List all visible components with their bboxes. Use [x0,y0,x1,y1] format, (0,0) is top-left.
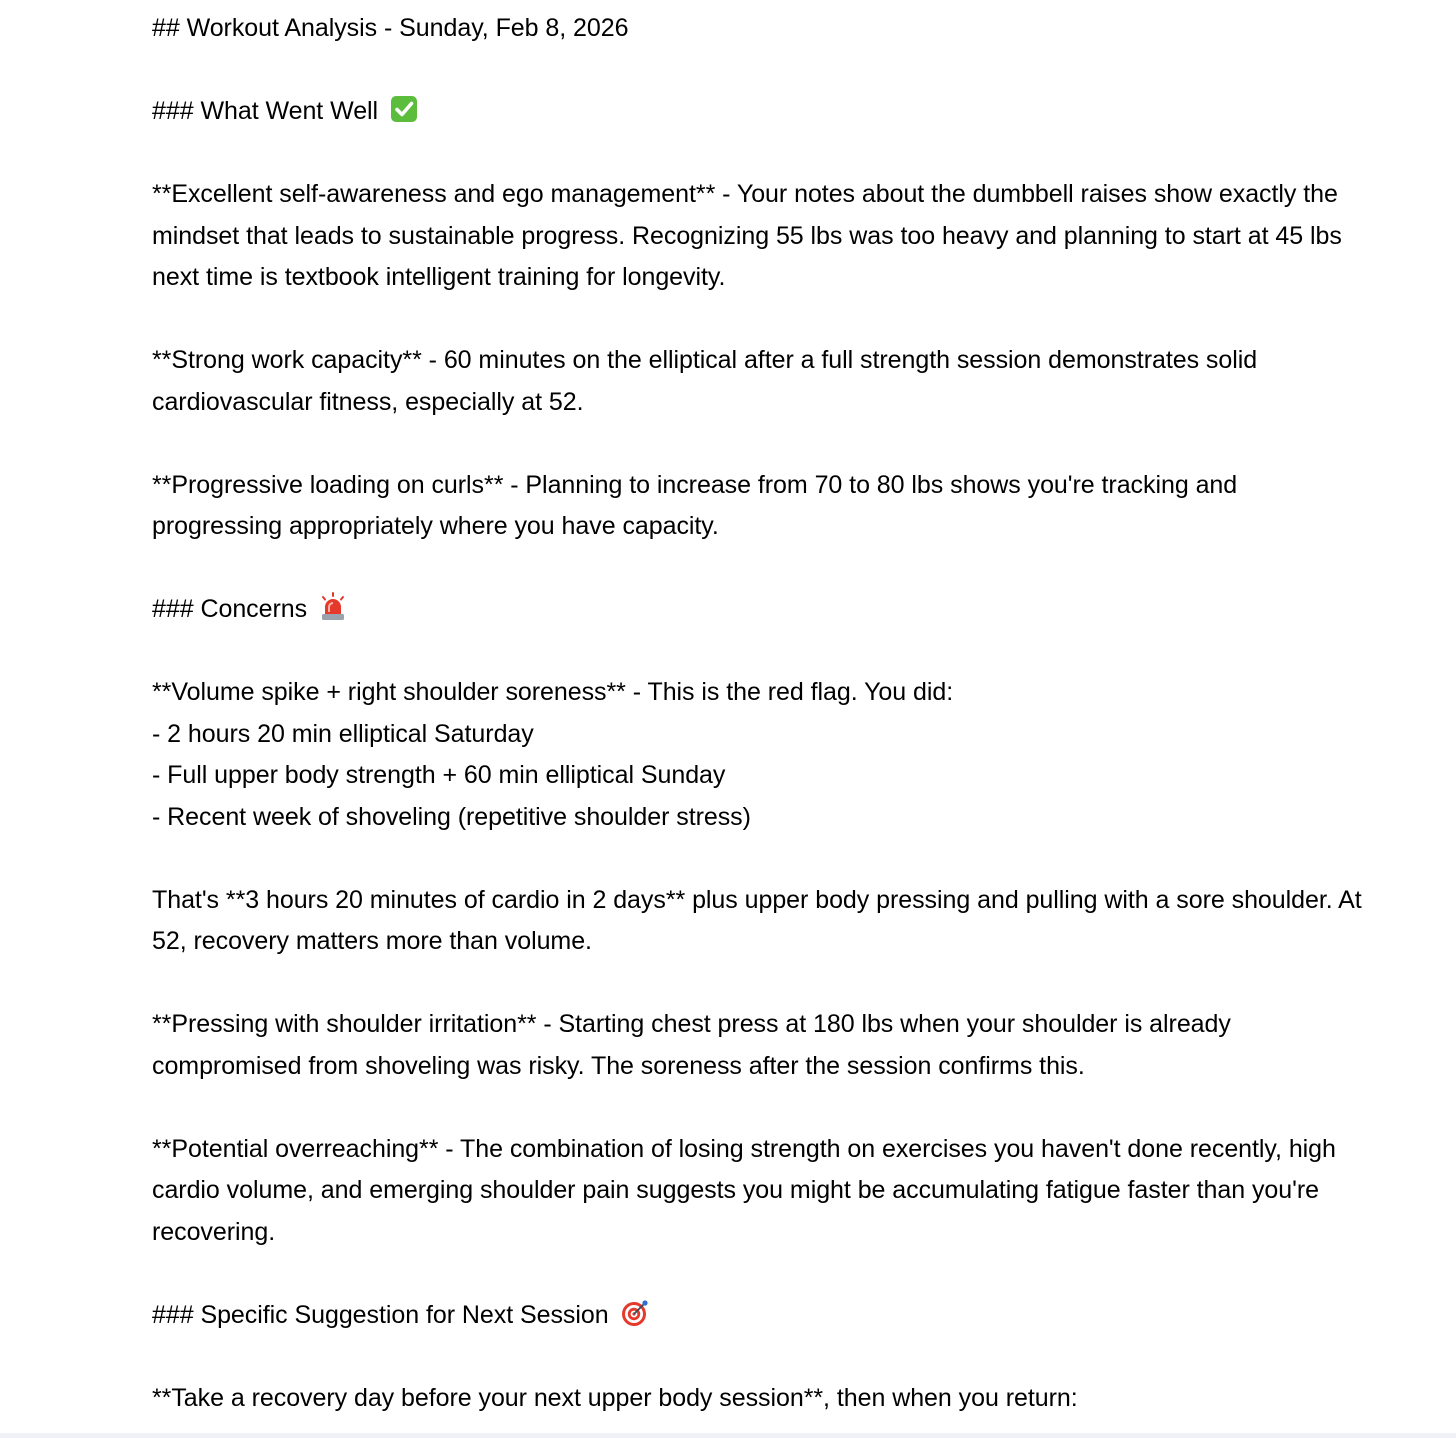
markdown-document [152,8,1436,1419]
list-item: - Full upper body strength + 60 min elliptical Sunday [152,761,726,789]
heading-text: ### What Went Well [152,97,379,125]
heading-text: ### Specific Suggestion for Next Session [152,1300,609,1329]
spacer [152,1087,1436,1129]
spacer [152,299,1436,341]
heading-text: ### Concerns [152,595,308,623]
paragraph-line: **Pressing with shoulder irritation** - Starting chest press at 180 lbs when your shoulder is already [152,1010,1231,1038]
paragraph-line: cardiovascular fitness, especially at 52. [152,387,584,416]
police-light-icon [318,592,348,622]
target-icon [620,1298,650,1328]
list-item: - 2 hours 20 min elliptical Saturday [152,719,534,748]
spacer [152,423,1436,465]
paragraph-line: **Strong work capacity** - 60 minutes on the elliptical after a full strength session demonstrates solid [152,346,1258,374]
bottom-edge-bar [0,1433,1456,1438]
paragraph-line: That's **3 hours 20 minutes of cardio in 2 days** plus upper body pressing and pulling with a sore shoulder. At [152,885,1362,914]
section-heading-what-went-well [152,91,1436,133]
spacer [152,963,1436,1005]
paragraph-line: cardio volume, and emerging shoulder pain suggests you might be accumulating fatigue faster than you're [152,1176,1319,1204]
paragraph-line: mindset that leads to sustainable progress. Recognizing 55 lbs was too heavy and planning to start at 45 lbs [152,221,1342,250]
paragraph-line: progressing appropriately where you have capacity. [152,512,719,540]
paragraph-line: **Volume spike + right shoulder soreness** - This is the red flag. You did: [152,678,954,706]
spacer [152,548,1436,590]
list-item: - Recent week of shoveling (repetitive shoulder stress) [152,802,751,831]
paragraph-line: **Progressive loading on curls** - Planning to increase from 70 to 80 lbs shows you're tracking and [152,470,1238,499]
paragraph-line: compromised from shoveling was risky. The soreness after the session confirms this. [152,1051,1085,1080]
spacer [152,1253,1436,1295]
paragraph-line: recovering. [152,1217,276,1246]
paragraph-line: **Potential overreaching** - The combination of losing strength on exercises you haven't done recently, high [152,1134,1336,1163]
spacer [152,838,1436,880]
paragraph-line: next time is textbook intelligent training for longevity. [152,263,726,291]
section-heading-suggestion [152,1295,1436,1337]
paragraph-line: **Take a recovery day before your next upper body session**, then when you return: [152,1383,1078,1412]
spacer [152,50,1436,92]
section-heading-concerns [152,589,1436,631]
check-mark-icon [389,94,419,124]
spacer [152,133,1436,175]
paragraph-line: **Excellent self-awareness and ego management** - Your notes about the dumbbell raises show exactly the [152,180,1338,208]
document-title: ## Workout Analysis - Sunday, Feb 8, 2026 [152,14,629,42]
paragraph-line: 52, recovery matters more than volume. [152,927,592,955]
spacer [152,631,1436,673]
spacer [152,1336,1436,1378]
